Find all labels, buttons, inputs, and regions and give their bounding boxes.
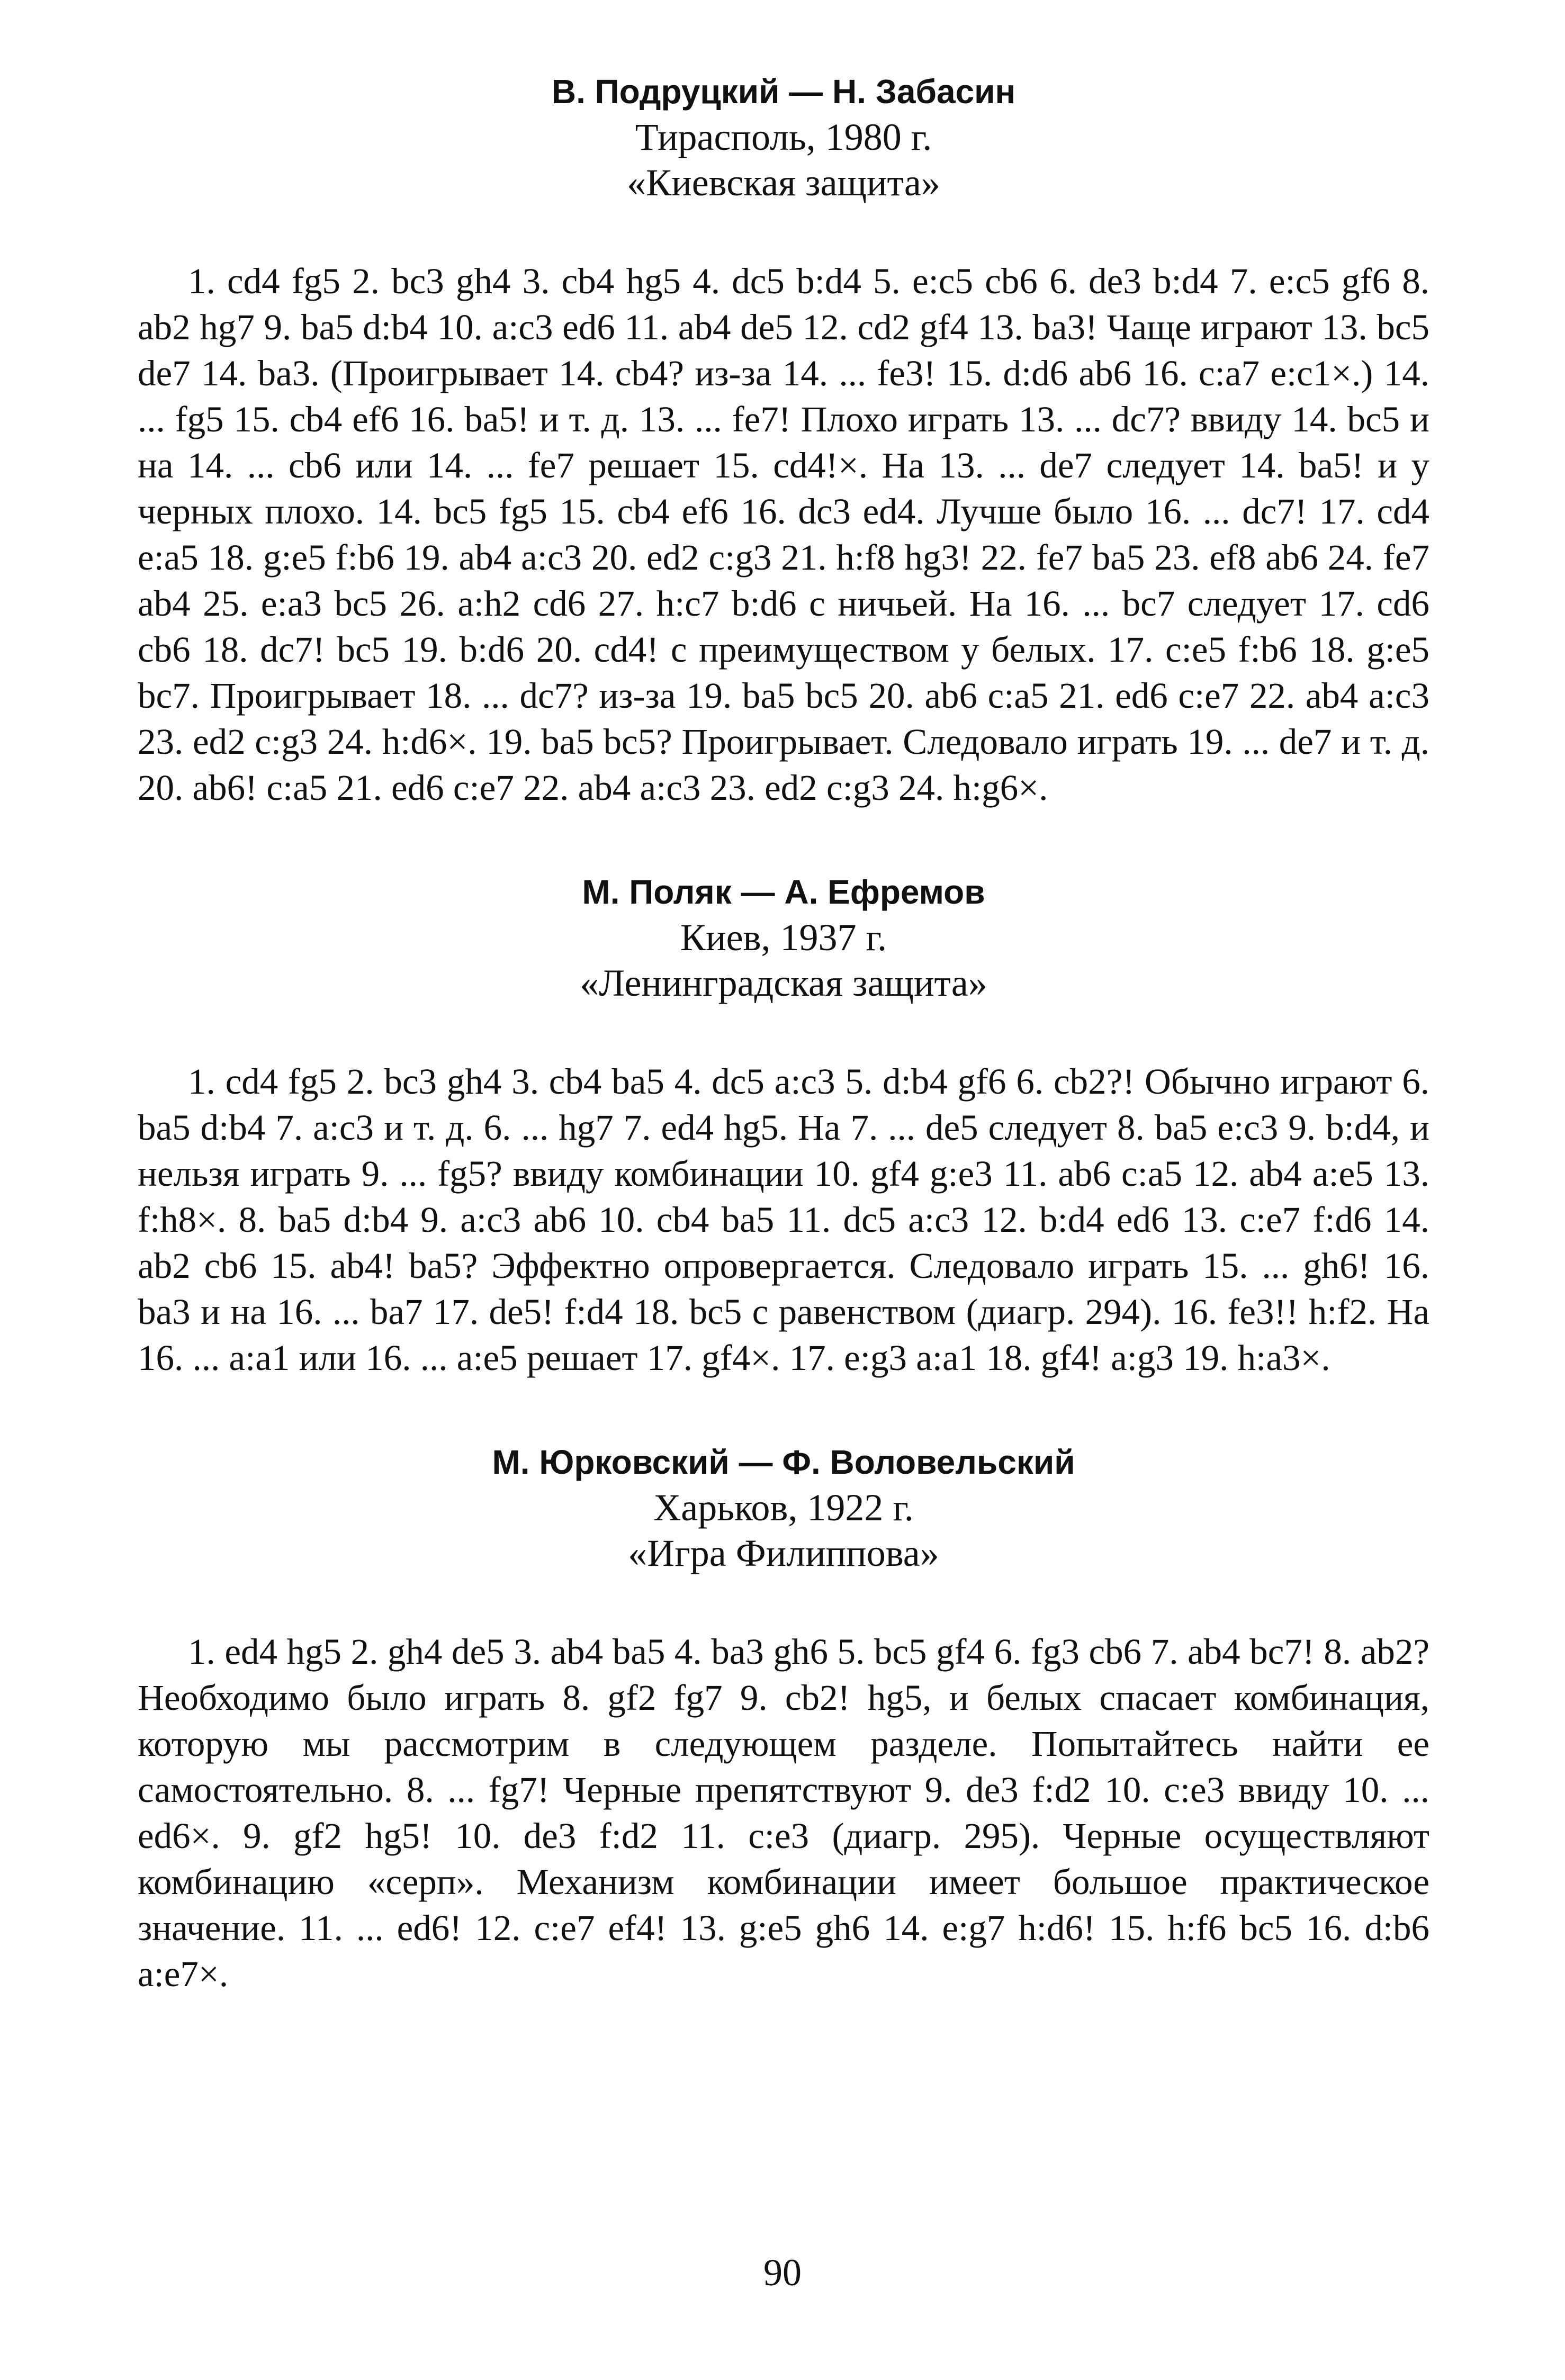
game-moves-text: 1. ed4 hg5 2. gh4 de5 3. ab4 ba5 4. ba3 gh6 5. bc5 gf4 6. fg3 cb6 7. ab4 bc7! 8. ab2? Необходимо было играть 8. gf2 fg7 9. cb2! hg5, и белых спасает комбинация, которую мы рассмотрим в следующем разделе. Попытайтесь найти ее самостоятельно. 8. ... fg7! Черные препятствуют 9. de3 f:d2 10. c:e3 ввиду 10. ... ed6×. 9. gf2 hg5! 10. de3 f:d2 11. c:e3 (диагр. 295). Черные осуществляют комбинацию «серп». Механизм комбинации имеет большое практическое значение. 11. ... ed6! 12. c:e7 ef4! 13. g:e5 gh6 14. e:g7 h:d6! 15. h:f6 bc5 16. d:b6 a:e7×.: [138, 1631, 1429, 1994]
game-opening-name: «Киевская защита»: [627, 161, 940, 204]
game-opening-name: «Ленинградская защита»: [580, 962, 987, 1004]
game-2: [138, 869, 1429, 1381]
game-place-date: Киев, 1937 г.: [680, 916, 887, 959]
game-moves-text: 1. cd4 fg5 2. bc3 gh4 3. cb4 ba5 4. dc5 a:c3 5. d:b4 gf6 6. cb2?! Обычно играют 6. ba5 d:b4 7. a:c3 и т. д. 6. ... hg7 7. ed4 hg5. На 7. ... de5 следует 8. ba5 e:c3 9. b:d4, и нельзя играть 9. ... fg5? ввиду комбинации 10. gf4 g:e3 11. ab6 c:a5 12. ab4 a:e5 13. f:h8×. 8. ba5 d:b4 9. a:c3 ab6 10. cb4 ba5 11. dc5 a:c3 12. b:d4 ed6 13. c:e7 f:d6 14. ab2 cb6 15. ab4! ba5? Эффектно опровергается. Следовало играть 15. ... gh6! 16. ba3 и на 16. ... ba7 17. de5! f:d4 18. bc5 с равенством (диагр. 294). 16. fe3!! h:f2. На 16. ... a:a1 или 16. ... a:e5 решает 17. gf4×. 17. e:g3 a:a1 18. gf4! a:g3 19. h:a3×.: [138, 1061, 1429, 1378]
game-1: [138, 69, 1429, 811]
game-place-date: Харьков, 1922 г.: [653, 1486, 914, 1529]
game-moves-text: 1. cd4 fg5 2. bc3 gh4 3. cb4 hg5 4. dc5 b:d4 5. e:c5 cb6 6. de3 b:d4 7. e:c5 gf6 8. ab2 hg7 9. ba5 d:b4 10. a:c3 ed6 11. ab4 de5 12. cd2 gf4 13. ba3! Чаще играют 13. bc5 de7 14. ba3. (Проигрывает 14. cb4? из-за 14. ... fe3! 15. d:d6 ab6 16. c:a7 e:c1×.) 14. ... fg5 15. cb4 ef6 16. ba5! и т. д. 13. ... fe7! Плохо играть 13. ... dc7? ввиду 14. bc5 и на 14. ... cb6 или 14. ... fe7 решает 15. cd4!×. На 13. ... de7 следует 14. ba5! и у черных плохо. 14. bc5 fg5 15. cb4 ef6 16. dc3 ed4. Лучше было 16. ... dc7! 17. cd4 e:a5 18. g:e5 f:b6 19. ab4 a:c3 20. ed2 c:g3 21. h:f8 hg3! 22. fe7 ba5 23. ef8 ab6 24. fe7 ab4 25. e:a3 bc5 26. a:h2 cd6 27. h:c7 b:d6 с ничьей. На 16. ... bc7 следует 17. cd6 cb6 18. dc7! bc5 19. b:d6 20. cd4! с преимуществом у белых. 17. c:e5 f:b6 18. g:e5 bc7. Проигрывает 18. ... dc7? из-за 19. ba5 bc5 20. ab6 c:a5 21. ed6 c:e7 22. ab4 a:c3 23. ed2 c:g3 24. h:d6×. 19. ba5 bc5? Проигрывает. Следовало играть 19. ... de7 и т. д. 20. ab6! c:a5 21. ed6 c:e7 22. ab4 a:c3 23. ed2 c:g3 24. h:g6×.: [138, 261, 1429, 808]
game-3: [138, 1439, 1429, 1997]
page-body: [138, 69, 1429, 1997]
page-number: 90: [763, 2251, 802, 2294]
game-opening-name: «Игра Филиппова»: [628, 1532, 939, 1574]
game-place-date: Тирасполь, 1980 г.: [635, 116, 932, 158]
game-players-heading: В. Подруцкий — Н. Забасин: [551, 73, 1016, 111]
game-players-heading: М. Поляк — А. Ефремов: [582, 873, 985, 911]
game-players-heading: М. Юрковский — Ф. Воловельский: [492, 1443, 1075, 1481]
